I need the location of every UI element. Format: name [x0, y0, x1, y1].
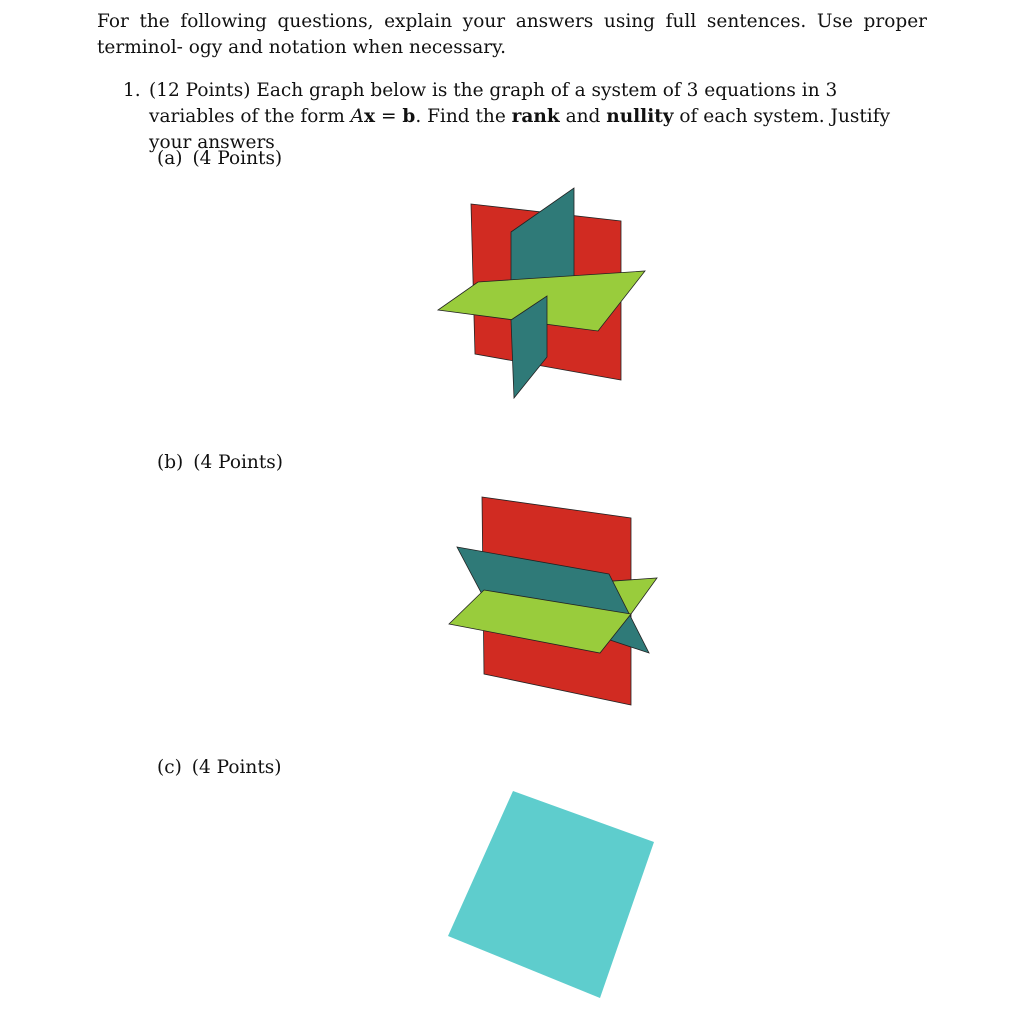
- graph-a: [438, 188, 645, 398]
- part-c-points: (4 Points): [191, 757, 282, 778]
- question-find: . Find the: [415, 106, 506, 127]
- rank-term: rank: [511, 106, 560, 127]
- instructions-paragraph: For the following questions, explain your answers using full sentences. Use proper terminol- ogy and notation when necessary.: [97, 11, 927, 58]
- question-tail: of each system. Justify your answers: [149, 106, 891, 153]
- question-number: 1.: [123, 80, 141, 101]
- graph-b: [449, 497, 657, 705]
- equals-sign: =: [380, 106, 397, 127]
- vector-x: x: [364, 106, 376, 127]
- part-b-letter: (b): [157, 452, 184, 473]
- part-a-points: (4 Points): [192, 148, 283, 169]
- graph-c: [448, 791, 654, 998]
- nullity-term: nullity: [606, 106, 674, 127]
- matrix-variable: A: [350, 106, 365, 127]
- part-a-letter: (a): [157, 148, 183, 169]
- part-b-points: (4 Points): [193, 452, 283, 473]
- and-word: and: [565, 106, 601, 127]
- part-c-letter: (c): [157, 757, 182, 778]
- vector-b: b: [402, 106, 416, 127]
- question-lead: (12 Points) Each graph below is the graph of a system of 3 equations in 3 variables of the form: [149, 80, 838, 127]
- graph-c-cyan-plane: [448, 791, 654, 998]
